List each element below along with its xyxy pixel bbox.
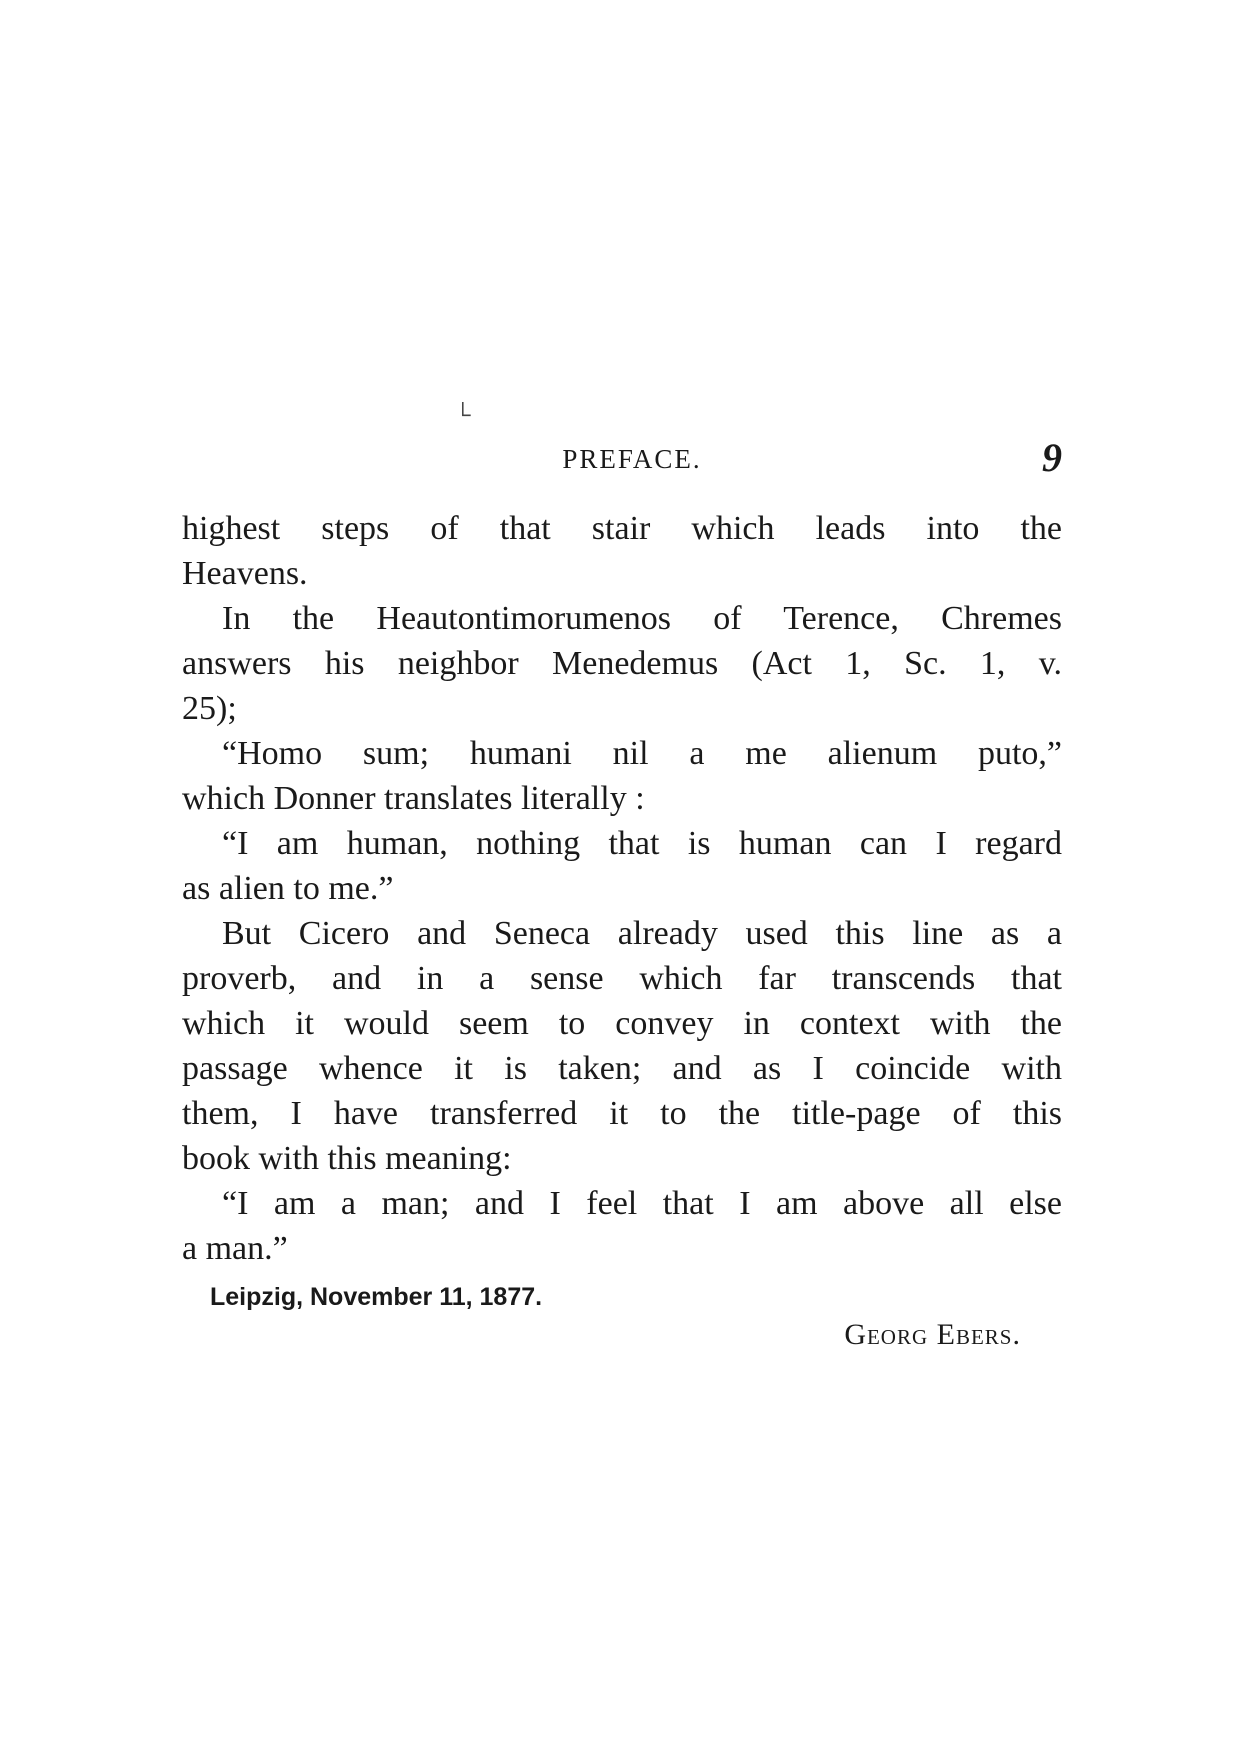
- text-line: In the Heautontimorumenos of Terence, Chremes: [222, 600, 1062, 637]
- text-line: 25);: [182, 690, 237, 727]
- text-line: book with this meaning:: [182, 1140, 512, 1177]
- text-line: “I am human, nothing that is human can I regard: [222, 825, 1062, 862]
- text-line: passage whence it is taken; and as I coincide with: [182, 1050, 1062, 1087]
- text-line: “Homo sum; humani nil a me alienum puto,”: [222, 735, 1062, 772]
- text-line: as alien to me.”: [182, 870, 394, 907]
- dateline: Leipzig, November 11, 1877.: [210, 1283, 543, 1311]
- stray-print-mark: └: [455, 402, 471, 427]
- text-line: answers his neighbor Menedemus (Act 1, Sc. 1, v.: [182, 645, 1062, 682]
- text-line: “I am a man; and I feel that I am above all else: [222, 1185, 1062, 1222]
- running-header: [182, 435, 1062, 490]
- page-number: 9: [1042, 435, 1062, 480]
- text-line: a man.”: [182, 1230, 288, 1267]
- text-line: which Donner translates literally :: [182, 780, 645, 817]
- running-title: PREFACE.: [562, 444, 702, 474]
- text-line: But Cicero and Seneca already used this line as a: [222, 915, 1062, 952]
- text-line: proverb, and in a sense which far transcends that: [182, 960, 1062, 997]
- text-line: which it would seem to convey in context with the: [182, 1005, 1062, 1042]
- text-line: highest steps of that stair which leads into the: [182, 510, 1062, 547]
- body-text: [182, 506, 1062, 1271]
- text-line: them, I have transferred it to the title-page of this: [182, 1095, 1062, 1132]
- text-line: Heavens.: [182, 555, 308, 592]
- author-signature: Georg Ebers.: [844, 1318, 1021, 1351]
